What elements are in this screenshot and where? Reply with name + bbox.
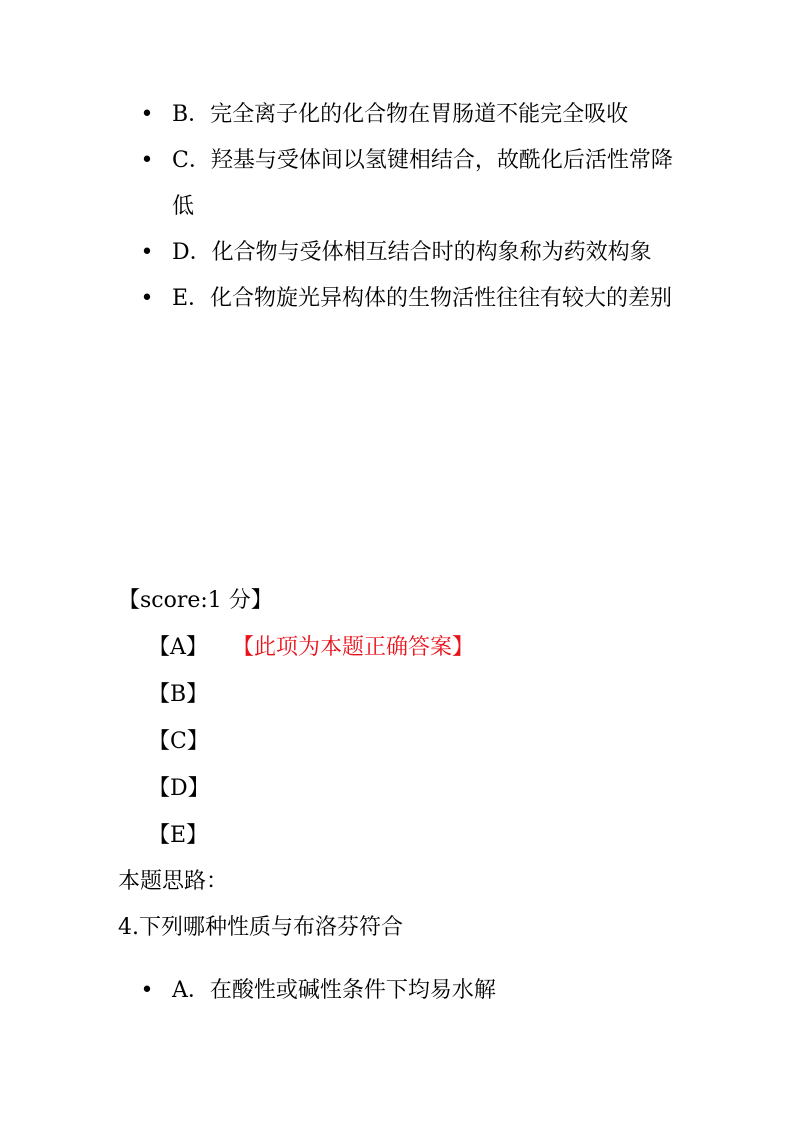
- option-text: D．化合物与受体相互结合时的构象称为药效构象: [172, 240, 652, 265]
- analysis-label: 本题思路：: [118, 869, 229, 894]
- option-d: [140, 230, 680, 276]
- answer-letter: 【E】: [148, 823, 209, 848]
- previous-question-options: [140, 92, 680, 322]
- score-label: 【score:1 分】: [118, 588, 273, 613]
- answer-letter: 【B】: [148, 682, 209, 707]
- bullet-icon: •: [140, 286, 154, 311]
- option-c: [140, 138, 680, 230]
- answer-row-d: [148, 765, 718, 812]
- option-text: A．在酸性或碱性条件下均易水解: [172, 978, 496, 1003]
- answer-letter: 【D】: [148, 776, 210, 801]
- answer-letter: 【C】: [148, 729, 209, 754]
- option-e: [140, 276, 680, 322]
- bullet-icon: •: [140, 240, 154, 265]
- bullet-icon: •: [140, 148, 154, 173]
- correct-answer-note: 【此项为本题正确答案】: [232, 635, 475, 660]
- answer-section: [118, 578, 718, 951]
- next-question-options: [140, 968, 680, 1014]
- answer-letter: 【A】: [148, 635, 208, 660]
- answer-row-a: [148, 624, 718, 671]
- bullet-icon: •: [140, 102, 154, 127]
- question-title: 4.下列哪种性质与布洛芬符合: [118, 915, 403, 940]
- bullet-icon: •: [140, 978, 154, 1003]
- option-a: [140, 968, 680, 1014]
- option-b: [140, 92, 680, 138]
- option-text: E．化合物旋光异构体的生物活性往往有较大的差别: [172, 286, 673, 311]
- option-text: B．完全离子化的化合物在胃肠道不能完全吸收: [172, 102, 629, 127]
- answer-row-b: [148, 671, 718, 718]
- answer-row-e: [148, 812, 718, 859]
- option-text: C．羟基与受体间以氢键相结合，故酰化后活性常降低: [172, 148, 673, 219]
- answer-row-c: [148, 718, 718, 765]
